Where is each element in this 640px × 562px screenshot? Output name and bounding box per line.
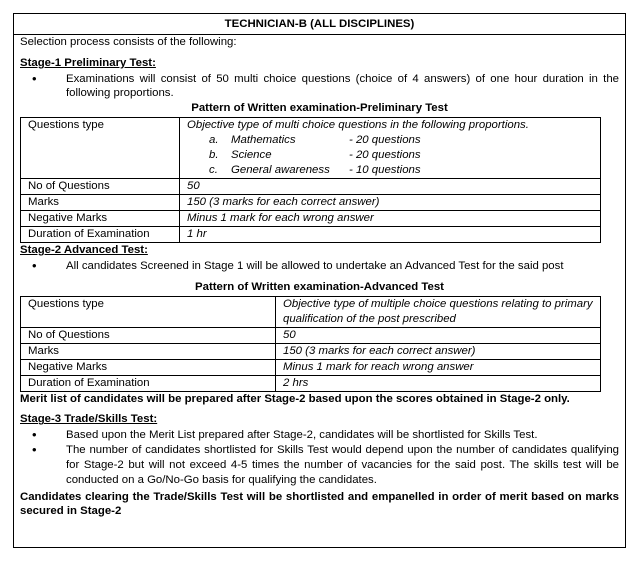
table-row: Negative Marks Minus 1 mark for each wrong answer xyxy=(21,211,601,227)
qtype-value: Objective type of multiple choice questions relating to primary qualification of the post prescribed xyxy=(276,296,601,327)
table-row: Negative Marks Minus 1 mark for reach wrong answer xyxy=(21,359,601,375)
table-row: No of Questions 50 xyxy=(21,179,601,195)
stage2-heading: Stage-2 Advanced Test: xyxy=(20,244,148,257)
table-row: No of Questions 50 xyxy=(21,327,601,343)
stage1-bullets xyxy=(20,72,619,102)
subject-row: b. Science - 20 questions xyxy=(209,149,421,162)
stage1-table xyxy=(20,117,601,243)
closing-note: Candidates clearing the Trade/Skills Test will be shortlisted and empanelled in order of merit based on marks secured in Stage-2 xyxy=(20,490,619,518)
table-row xyxy=(21,118,601,179)
stage3-heading: Stage-3 Trade/Skills Test: xyxy=(20,413,158,426)
merit-note: Merit list of candidates will be prepared after Stage-2 based upon the scores obtained in Stage-2 only. xyxy=(20,392,570,405)
stage2-table-caption: Pattern of Written examination-Advanced Test xyxy=(195,280,444,293)
intro-text: Selection process consists of the following: xyxy=(20,36,237,48)
table-row: Marks 150 (3 marks for each correct answer) xyxy=(21,195,601,211)
stage1-heading: Stage-1 Preliminary Test: xyxy=(20,56,156,69)
table-row xyxy=(21,296,601,327)
stage2-bullets xyxy=(20,259,619,274)
table-row: Marks 150 (3 marks for each correct answer) xyxy=(21,343,601,359)
stage1-bullet: • Examinations will consist of 50 multi choice questions (choice of 4 answers) of one hour duration in the following proportions. xyxy=(20,72,619,102)
stage3-bullet: • Based upon the Merit List prepared after Stage-2, candidates will be shortlisted for Skills Test. xyxy=(20,428,619,443)
table-row: Duration of Examination 2 hrs xyxy=(21,375,601,391)
qtype-label: Questions type xyxy=(21,296,276,327)
table-row: Duration of Examination 1 hr xyxy=(21,227,601,243)
stage2-bullet: • All candidates Screened in Stage 1 will be allowed to undertake an Advanced Test for the said post xyxy=(20,259,619,274)
document-body xyxy=(14,35,625,519)
qtype-label: Questions type xyxy=(21,118,180,179)
stage2-table xyxy=(20,296,601,392)
document-frame xyxy=(13,13,626,548)
stage3-bullets xyxy=(20,428,619,487)
stage1-table-caption: Pattern of Written examination-Preliminary Test xyxy=(191,102,448,115)
qtype-value: Objective type of multi choice questions in the following proportions. xyxy=(187,119,529,132)
subject-row: a. Mathematics - 20 questions xyxy=(209,134,421,147)
stage3-bullet: • The number of candidates shortlisted for Skills Test would depend upon the number of candidates qualifying for Stage-2 but will not exceed 4-5 times the number of vacancies for the said post. The skills test will be conducted on a Go/No-Go basis for qualifying the candidates. xyxy=(20,443,619,487)
document-title: TECHNICIAN-B (ALL DISCIPLINES) xyxy=(14,14,625,35)
subject-row: c. General awareness - 10 questions xyxy=(209,164,421,177)
qtype-value-cell xyxy=(180,118,601,179)
